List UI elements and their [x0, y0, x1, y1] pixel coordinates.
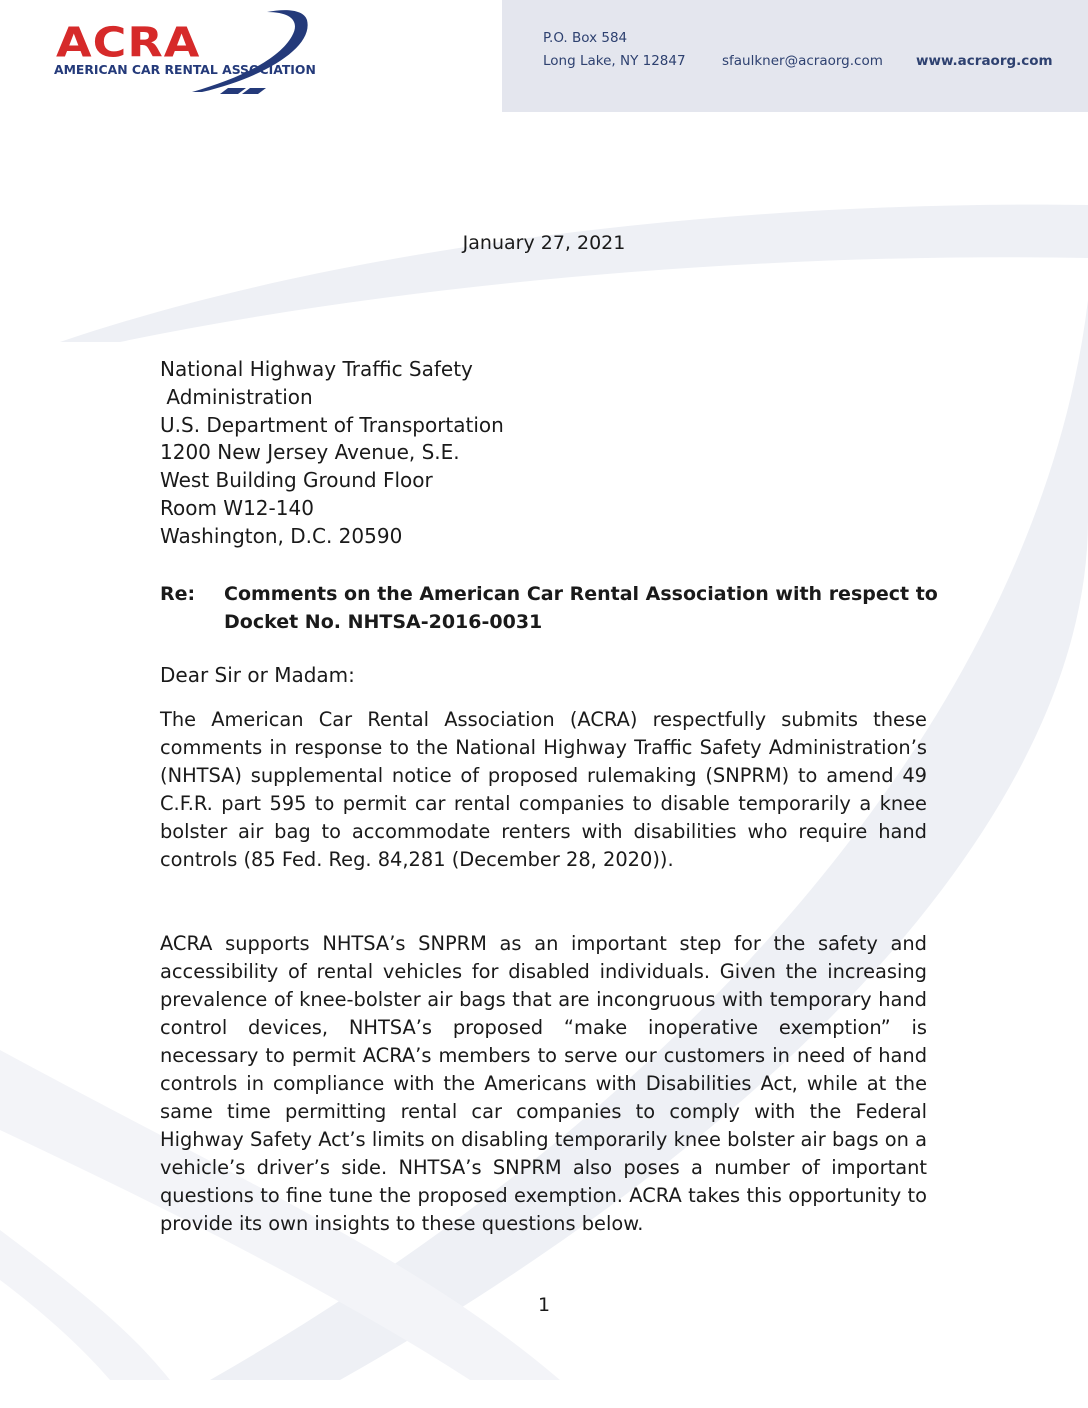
address-line: Administration	[160, 384, 313, 409]
address-line: National Highway Traffic Safety	[160, 357, 473, 381]
body-paragraph: ACRA supports NHTSA’s SNPRM as an important step for the safety and accessibility of rental vehicles for disabled individuals. Given the increasing prevalence of knee-bolster air bags that are incongruous with temporary hand control devices, NHTSA’s proposed “make inoperative exemption” is necessary to permit ACRA’s members to serve our customers in need of hand controls in compliance with the Americans with Disabilities Act, while at the same time permitting rental car companies to comply with the Federal Highway Safety Act’s limits on disabling temporarily knee bolster air bags on a vehicle’s driver’s side. NHTSA’s SNPRM also poses a number of important questions to fine tune the proposed exemption. ACRA takes this opportunity to provide its own insights to these questions below.	[160, 932, 927, 1235]
po-box: P.O. Box 584	[543, 30, 628, 46]
city-state-zip: Long Lake, NY 12847	[543, 53, 686, 69]
address-line: Washington, D.C. 20590	[160, 523, 403, 548]
logo-wordmark: ACRA	[56, 18, 201, 67]
salutation: Dear Sir or Madam:	[160, 663, 355, 687]
body-paragraph: The American Car Rental Association (ACRA) respectfully submits these comments in response to the National Highway Traffic Safety Administration’s (NHTSA) supplemental notice of proposed rulemaking (SNPRM) to amend 49 C.F.R. part 595 to permit car rental companies to disable temporarily a knee bolster air bag to accommodate renters with disabilities who require hand controls (85 Fed. Reg. 84,281 (December 28, 2020)).	[160, 708, 927, 871]
page-number: 1	[537, 1294, 551, 1316]
logo-organization-name: AMERICAN CAR RENTAL ASSOCIATION	[54, 62, 316, 77]
email-address: sfaulkner@acraorg.com	[722, 53, 883, 69]
recipient-address	[160, 356, 504, 551]
subject-text: Comments on the American Car Rental Association with respect to Docket No. NHTSA-2016-0031	[224, 583, 938, 633]
letter-date: January 27, 2021	[462, 232, 626, 254]
website-address: www.acraorg.com	[916, 53, 1053, 69]
address-line: U.S. Department of Transportation	[160, 412, 504, 437]
subject-label: Re:	[160, 583, 196, 605]
address-line: Room W12-140	[160, 495, 314, 520]
address-line: West Building Ground Floor	[160, 468, 433, 493]
address-line: 1200 New Jersey Avenue, S.E.	[160, 440, 460, 465]
